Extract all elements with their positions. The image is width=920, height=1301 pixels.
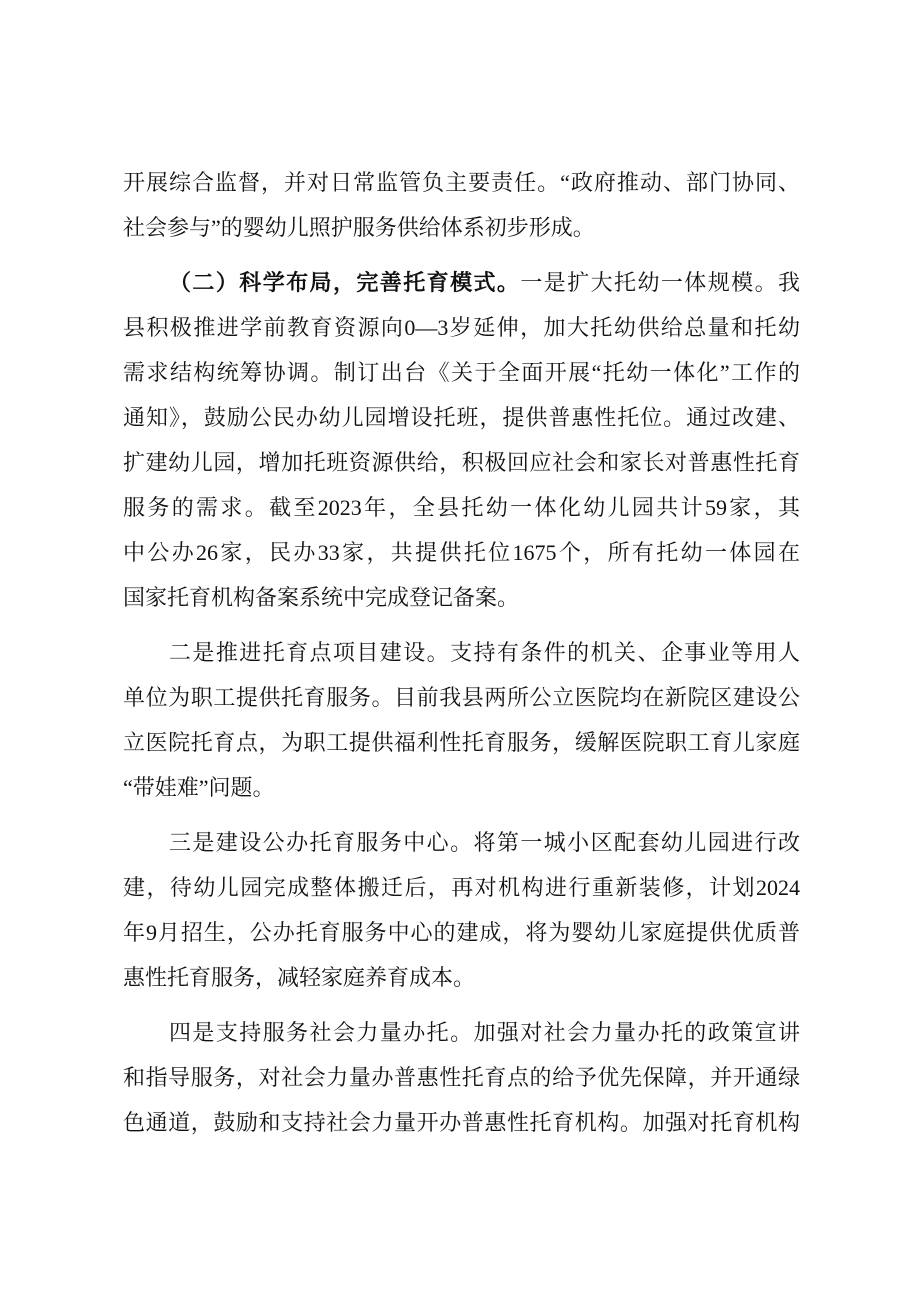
text-line: 四是支持服务社会力量办托。加强对社会力量办托的政策宣讲 <box>169 1020 800 1045</box>
text-line: 二是推进托育点项目建设。支持有条件的机关、企事业等用人 <box>169 640 800 665</box>
text-line: 开展综合监督，并对日常监管负主要责任。“政府推动、部门协同、 <box>123 170 800 195</box>
text-line: 通知》，鼓励公民办幼儿园增设托班，提供普惠性托位。通过改建、 <box>123 405 800 430</box>
text-line: 扩建幼儿园，增加托班资源供给，积极回应社会和家长对普惠性托育 <box>123 450 800 475</box>
text-line: 服务的需求。截至2023年，全县托幼一体化幼儿园共计59家，其 <box>123 495 800 520</box>
text-line: 需求结构统筹协调。制订出台《关于全面开展“托幼一体化”工作的 <box>123 360 800 385</box>
text-run: 一是扩大托幼一体规模。我 <box>520 270 800 295</box>
paragraph <box>123 630 800 810</box>
text-line: 色通道，鼓励和支持社会力量开办普惠性托育机构。加强对托育机构 <box>123 1110 800 1135</box>
paragraph <box>123 260 800 620</box>
text-line: 年9月招生，公办托育服务中心的建成，将为婴幼儿家庭提供优质普 <box>123 920 800 945</box>
text-line: 三是建设公办托育服务中心。将第一城小区配套幼儿园进行改 <box>169 830 800 855</box>
text-line: 社会参与”的婴幼儿照护服务供给体系初步形成。 <box>123 215 595 240</box>
text-line: 单位为职工提供托育服务。目前我县两所公立医院均在新院区建设公 <box>123 685 800 710</box>
paragraph <box>123 160 800 250</box>
text-line: 国家托育机构备案系统中完成登记备案。 <box>123 585 520 610</box>
text-line: 县积极推进学前教育资源向0—3岁延伸，加大托幼供给总量和托幼 <box>123 315 800 340</box>
text-line: 立医院托育点，为职工提供福利性托育服务，缓解医院职工育儿家庭 <box>123 730 800 755</box>
text-line: 建，待幼儿园完成整体搬迁后，再对机构进行重新装修，计划2024 <box>123 875 800 900</box>
text-line <box>123 260 800 305</box>
text-line: 和指导服务，对社会力量办普惠性托育点的给予优先保障，并开通绿 <box>123 1065 800 1090</box>
text-line: 中公办26家，民办33家，共提供托位1675个，所有托幼一体园在 <box>123 540 800 565</box>
text-line: “带娃难”问题。 <box>123 775 275 800</box>
document-body <box>123 160 800 1145</box>
section-heading: （二）科学布局，完善托育模式。 <box>169 270 521 295</box>
paragraph <box>123 820 800 1000</box>
paragraph <box>123 1010 800 1145</box>
text-line: 惠性托育服务，减轻家庭养育成本。 <box>123 965 476 990</box>
